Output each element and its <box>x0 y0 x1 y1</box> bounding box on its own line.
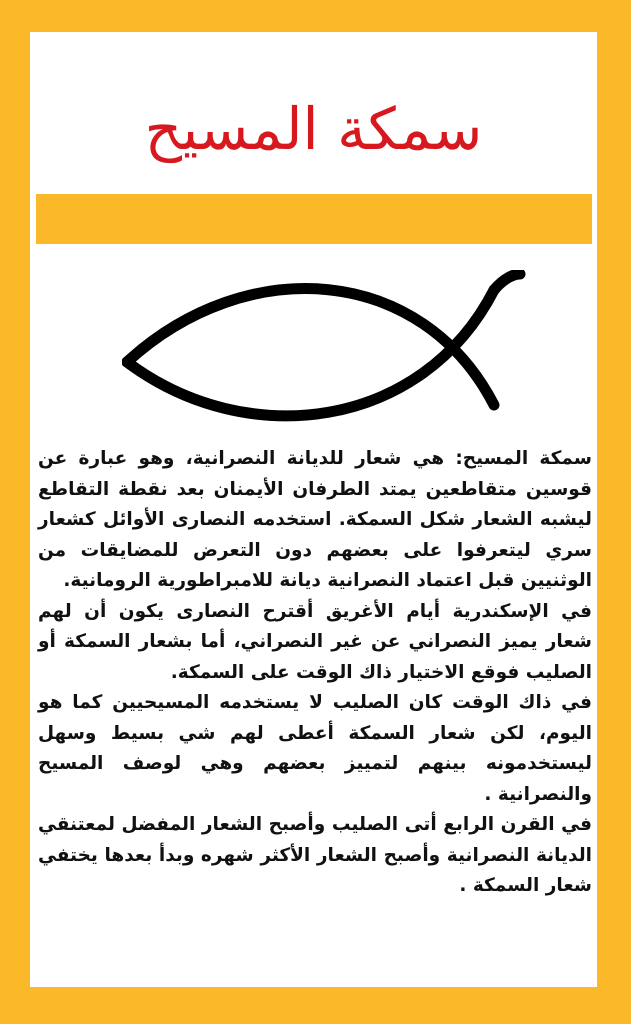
page-title: سمكة المسيح <box>144 95 483 163</box>
fish-tail-tip <box>494 274 520 290</box>
fish-outline-lower <box>127 290 494 416</box>
divider-band <box>36 194 592 244</box>
paragraph-cross-usage: في ذاك الوقت كان الصليب لا يستخدمه المسيحيين كما هو اليوم، لكن شعار السمكة أعطى لهم شي بسيط وسهل ليستخدمونه بينهم لتمييز بعضهم وهي لوصف المسيح والنصرانية . <box>38 692 592 805</box>
paragraph-fourth-century: في القرن الرابع أتى الصليب وأصبح الشعار المفضل لمعتنقي الديانة النصرانية وأصبح الشعار الأكثر شهره وبدأ بعدها يختفي شعار السمكة . <box>38 814 592 896</box>
fish-outline <box>127 289 494 405</box>
article-body <box>38 444 592 902</box>
ichthys-fish-icon <box>122 270 527 439</box>
paragraph-alexandria: في الإسكندرية أيام الأغريق أقترح النصارى يكون أن لهم شعار يميز النصراني عن غير النصراني، أما بشعار السمكة أو الصليب فوقع الاختيار ذاك الوقت على السمكة. <box>38 600 592 683</box>
paragraph-definition: سمكة المسيح: هي شعار للديانة النصرانية، وهو عبارة عن قوسين متقاطعين يمتد الطرفان الأيمنان بعد نقطة التقاطع ليشبه الشعار شكل السمكة. استخدمه النصارى الأوائل كشعار سري ليتعرفوا على بعضهم دون التعرض للمضايقات من الوثنيين قبل اعتماد النصرانية ديانة للامبراطورية الرومانية. <box>38 448 592 591</box>
content-card <box>30 32 597 987</box>
